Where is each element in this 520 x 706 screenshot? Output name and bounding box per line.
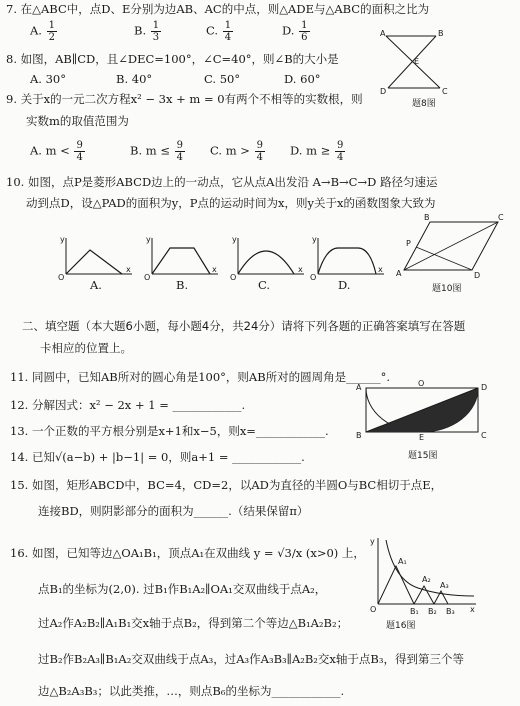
question-15-line2: 连接BD，则阴影部分的面积为______.（结果保留π） [38,504,309,518]
q10c-origin: O [230,273,237,282]
q8-option-b: B. 40° [116,72,153,86]
q10b-origin: O [144,273,151,282]
section-2-heading: 二、填空题（本大题6小题，每小题4分，共24分）请将下列各题的正确答案填写在答题 [22,319,466,333]
question-7-text: 7. 在△ABC中，点D、E分别为边AB、AC的中点，则△ADE与△ABC的面积之比为 [6,2,430,16]
q8-label-a: A [380,29,386,38]
section-2-heading-cont: 卡相应的位置上。 [40,341,132,355]
q10-graph-c [228,234,308,282]
q8-label-e: E [414,57,420,66]
question-16-line5: 边△B₂A₃B₃；以此类推，…，则点B₆的坐标为____________. [38,684,345,698]
q10-option-d: D. [338,278,351,292]
q10a-x-label: x [126,265,131,274]
q16-label-y: y [370,537,375,546]
q8-label-c: C [442,87,448,96]
q10a-y-label: y [60,235,65,244]
q10-graph-a [56,234,136,282]
q10d-y-label: y [312,235,317,244]
q15-label-o: O [418,379,425,388]
question-14: 14. 已知√(a−b) + |b−1| = 0，则a+1 = ____________. [10,450,305,464]
q8-line-ac [386,36,440,88]
q10d-origin: O [310,273,317,282]
question-9-line2: 实数m的取值范围为 [26,114,129,128]
question-16-line1: 16. 如图，已知等边△OA₁B₁，顶点A₁在双曲线 y = √3/x (x>0) 上， [10,546,365,560]
q10-graph-d [308,234,388,282]
question-11: 11. 同圆中，已知AB所对的圆心角是100°，则AB所对的圆周角是______°. [10,370,391,384]
q8-option-a: A. 30° [30,72,66,86]
q9-option-a: A. m < $\frac{9}{4}$ [30,140,83,163]
q16-triangle-1 [378,566,414,604]
q10c-curve [238,251,294,274]
question-16-line3: 过A₂作A₂B₂∥A₁B₁交x轴于点B₂，得到第二个等边△B₁A₂B₂； [38,616,349,630]
q10d-x-label: x [378,265,383,274]
q15-label-e: E [419,433,425,442]
q16-figure-caption: 题16图 [386,621,416,631]
q9-option-d: D. m ≥ $\frac{9}{4}$ [290,140,344,163]
q15-label-b: B [356,431,362,440]
q15-label-d: D [481,383,488,392]
q8-label-d: D [380,87,387,96]
q16-label-o: O [370,605,377,614]
question-10-line1: 10. 如图，点P是菱形ABCD边上的一动点，它从点A出发沿 A→B→C→D 路径匀速运 [6,175,438,189]
q16-label-b3: B₃ [446,607,455,616]
q10-figure-caption: 题10图 [432,284,462,294]
q8-line-bd [388,36,436,88]
q9-option-b: B. m ≤ $\frac{9}{4}$ [130,140,183,163]
q16-label-a3: A₃ [440,581,449,590]
q8-figure-caption: 题8图 [412,99,436,109]
question-8-text: 8. 如图，AB∥CD，且∠DEC=100°，∠C=40°，则∠B的大小是 [6,52,339,66]
q10-graph-b [142,234,222,282]
q10-diagonal [404,222,498,270]
question-16-line4: 过B₂作B₂A₃∥B₁A₂交双曲线于点A₃，过A₃作A₃B₃∥A₂B₂交x轴于点B₃，得到第三个等 [38,652,464,666]
q10c-x-label: x [298,265,303,274]
q10b-x-label: x [212,265,217,274]
question-13: 13. 一个正数的平方根分别是x+1和x−5，则x=____________. [10,424,329,438]
q10-option-b: B. [176,278,189,292]
q10-label-b: B [424,213,430,222]
q15-figure-caption: 题15图 [408,451,438,461]
q16-label-a2: A₂ [422,575,431,584]
q7-option-b: B. $\frac{1}{3}$ [134,20,160,43]
q10-label-p: P [406,239,411,248]
question-10-line2: 动到点D，设△PAD的面积为y，P点的运动时间为x，则y关于x的函数图象大致为 [26,196,436,210]
q7-option-d: D. $\frac{1}{6}$ [282,20,308,43]
q10a-origin: O [58,273,65,282]
q10d-curve [318,248,376,274]
q7-option-c: C. $\frac{1}{4}$ [206,20,232,43]
question-16-line2: 点B₁的坐标为(2,0). 过B₁作B₁A₂∥OA₁交双曲线于点A₂， [38,582,327,596]
q15-label-c: C [481,431,487,440]
q10-figure [394,214,506,278]
q16-label-x: x [470,605,475,614]
q8-figure [380,28,460,104]
q8-option-d: D. 60° [284,72,321,86]
q16-label-b2: B₂ [428,607,437,616]
q7-option-a: A. $\frac{1}{2}$ [30,20,55,43]
q9-option-c: C. m > $\frac{9}{4}$ [210,140,263,163]
q10-label-c: C [498,213,504,222]
q16-label-a1: A₁ [398,557,407,566]
q8-label-b: B [438,29,444,38]
q15-label-a: A [356,383,362,392]
q10-option-a: A. [90,278,102,292]
q16-hyperbola [386,540,474,596]
q10-option-c: C. [258,278,271,292]
q10b-y-label: y [146,235,151,244]
question-15-line1: 15. 如图，矩形ABCD中，BC=4，CD=2，以AD为直径的半圆O与BC相切于点E， [10,478,443,492]
q16-label-b1: B₁ [410,607,419,616]
q15-figure [352,378,492,442]
q16-triangle-2 [414,586,434,604]
q10-label-a: A [396,269,402,278]
question-12: 12. 分解因式：x² − 2x + 1 = ____________. [10,398,246,412]
question-9-line1: 9. 关于x的一元二次方程x² − 3x + m = 0有两个不相等的实数根，则 [6,92,363,106]
q10-segment-pd [416,247,472,270]
q16-figure [368,536,480,616]
q8-option-c: C. 50° [204,72,241,86]
q10-label-d: D [474,271,481,280]
q10b-curve [152,248,210,274]
q10c-y-label: y [232,235,237,244]
q10a-curve [66,250,122,274]
